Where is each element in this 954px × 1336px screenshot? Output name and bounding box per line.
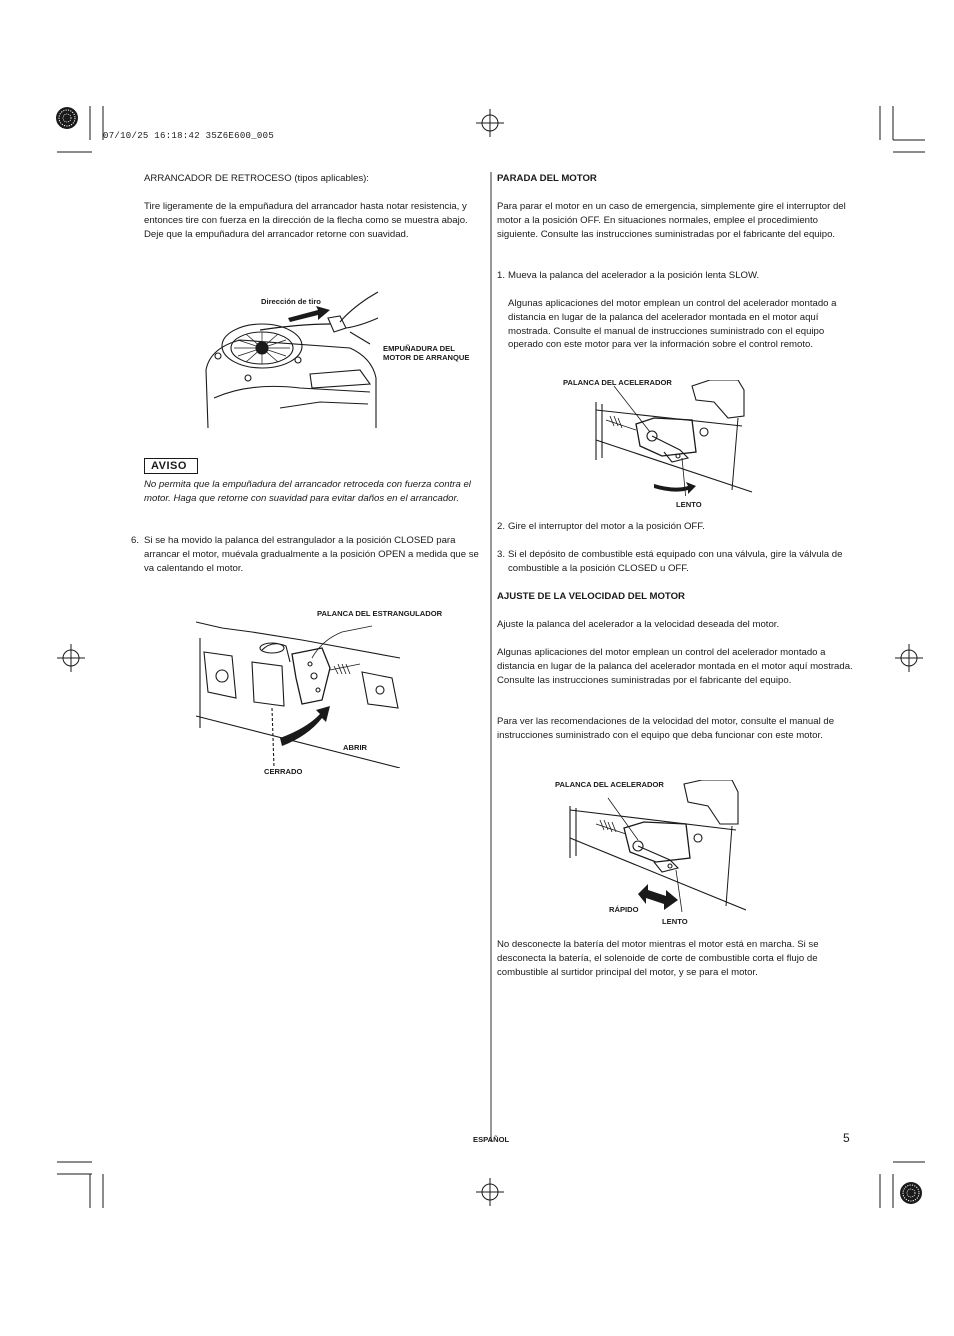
step1-text: Mueva la palanca del acelerador a la posición lenta SLOW.	[508, 270, 760, 281]
recoil-body: Tire ligeramente de la empuñadura del arrancador hasta notar resistencia, y entonces tire con fuerza en la dirección de la flecha como se muestra abajo. Deje que la empuñadura del arrancador retorne con suavidad.	[144, 201, 468, 240]
label-pull-direction: Dirección de tiro	[261, 297, 321, 306]
speed-title: AJUSTE DE LA VELOCIDAD DEL MOTOR	[497, 591, 685, 602]
step3-text: Si el depósito de combustible está equipado con una válvula, gire la válvula de combustible a la posición CLOSED u OFF.	[508, 549, 843, 574]
battery-note: No desconecte la batería del motor mientras el motor está en marcha. Si se desconecta la batería, el solenoide de corte de combustible corta el flujo de combustible al surtidor principal del motor, y se para el motor.	[497, 939, 819, 978]
step2-text: Gire el interruptor del motor a la posición OFF.	[508, 521, 705, 532]
label-choke-lever: PALANCA DEL ESTRANGULADOR	[317, 609, 443, 618]
step6-text: Si se ha movido la palanca del estrangulador a la posición CLOSED para arrancar el motor, muévala gradualmente a la posición OPEN a medida que se va calentando el motor.	[144, 535, 479, 574]
aviso-text: No permita que la empuñadura del arrancador retroceda con fuerza contra el motor. Haga que retorne con suavidad para evitar daños en el arrancador.	[144, 479, 471, 504]
label-throttle-lever-2: PALANCA DEL ACELERADOR	[555, 780, 664, 789]
label-slow-2: LENTO	[662, 917, 688, 926]
page-number: 5	[843, 1131, 850, 1145]
label-starter-handle-2: MOTOR DE ARRANQUE	[383, 353, 470, 362]
recoil-starter-figure	[200, 288, 490, 436]
stop-intro: Para parar el motor en un caso de emergencia, simplemente gire el interruptor del motor a la posición OFF. En situaciones normales, emplee el procedimiento siguiente. Consulte las instrucciones suministradas por el fabricante del equipo.	[497, 201, 846, 240]
label-throttle-lever-1: PALANCA DEL ACELERADOR	[563, 378, 672, 387]
speed-paragraph-1: Ajuste la palanca del acelerador a la velocidad deseada del motor.	[497, 619, 780, 630]
choke-lever-figure	[192, 618, 402, 768]
label-starter-handle-1: EMPUÑADURA DEL	[383, 344, 455, 353]
throttle-slow-figure	[592, 380, 754, 496]
label-slow-1: LENTO	[676, 500, 702, 509]
throttle-range-figure	[566, 780, 746, 912]
step2-number: 2.	[497, 521, 506, 532]
step1-number: 1.	[497, 270, 506, 281]
print-stamp: 07/10/25 16:18:42 35Z6E600_005	[103, 131, 275, 141]
stop-title: PARADA DEL MOTOR	[497, 173, 597, 184]
step3-number: 3.	[497, 549, 506, 560]
recoil-title: ARRANCADOR DE RETROCESO (tipos aplicables):	[144, 173, 369, 184]
label-open: ABRIR	[343, 743, 368, 752]
registration-top	[476, 109, 504, 137]
starburst-top-left	[56, 107, 78, 129]
speed-paragraph-2: Algunas aplicaciones del motor emplean un control del acelerador montado a distancia en lugar de la palanca del acelerador montada en el motor aquí mostrada. Consulte las instrucciones suministradas por el fabricante del equipo.	[497, 647, 853, 686]
step1-note: Algunas aplicaciones del motor emplean un control del acelerador montado a distancia en lugar de la palanca del acelerador montada en el motor aquí mostrada. Consulte el manual de instrucciones suministrado con el equipo operado con este motor para ver la información sobre el control remoto.	[508, 298, 837, 351]
label-closed: CERRADO	[264, 767, 303, 776]
footer-language: ESPAÑOL	[473, 1135, 510, 1144]
registration-right	[895, 644, 923, 672]
registration-left	[57, 644, 85, 672]
step6-number: 6.	[131, 535, 140, 546]
speed-paragraph-3: Para ver las recomendaciones de la velocidad del motor, consulte el manual de instrucciones suministrado con el equipo que deba funcionar con este motor.	[497, 716, 835, 741]
starburst-bottom-right	[900, 1182, 922, 1204]
label-fast: RÁPIDO	[609, 905, 639, 914]
registration-bottom	[476, 1178, 504, 1206]
aviso-badge: AVISO	[144, 458, 198, 474]
